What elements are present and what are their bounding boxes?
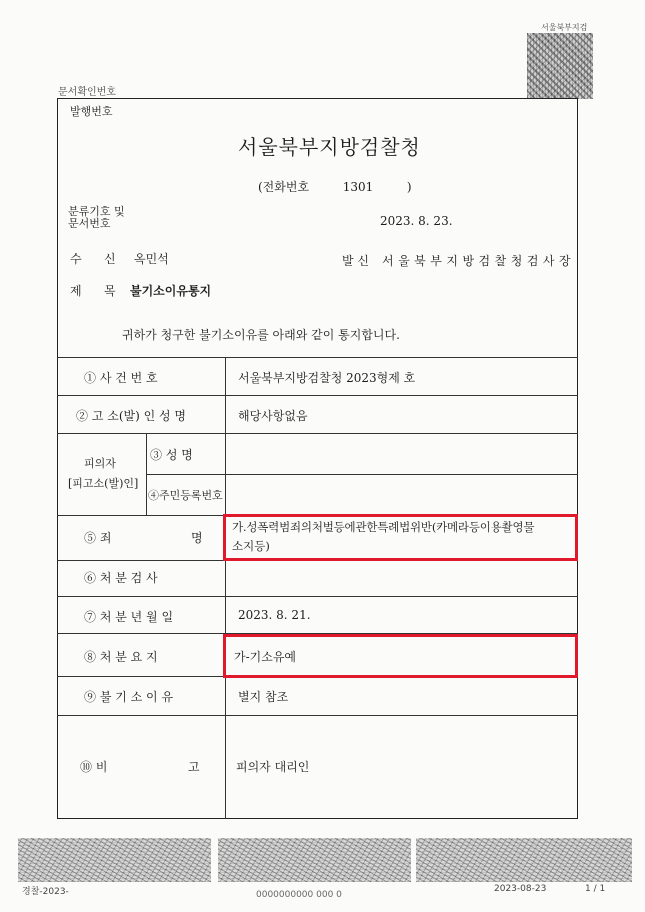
- table-top-rule: [57, 357, 578, 358]
- charge-highlight-box: [223, 514, 578, 561]
- charge-value-line2: 소지등): [232, 539, 270, 553]
- summary-highlight-box: [223, 634, 578, 678]
- reason-label: ⑨ 불 기 소 이 유: [84, 690, 174, 704]
- column-rule: [146, 433, 147, 515]
- phone-line: [258, 178, 412, 195]
- suspect-group-sublabel: [피고소(발)인]: [68, 477, 139, 490]
- case-number-value: 서울북부지방검찰청 2023형제 호: [238, 371, 416, 385]
- sender-label: 발 신: [342, 254, 369, 268]
- disposition-summary-value: 가-기소유예: [234, 650, 297, 664]
- phone-suffix: ): [406, 180, 412, 194]
- case-number-label: ① 사 건 번 호: [84, 371, 158, 385]
- complainant-label: ② 고 소(발) 인 성 명: [76, 409, 186, 423]
- barcode-center: [218, 838, 411, 882]
- disposition-date-value: 2023. 8. 21.: [238, 608, 311, 622]
- recipient-label-b: 신: [104, 252, 116, 266]
- remarks-label-b: 고: [188, 760, 200, 774]
- disposition-summary-label: ⑧ 처 분 요 지: [84, 650, 158, 664]
- footer-left-code: 경찰-2023-: [22, 887, 69, 897]
- charge-label-b: 명: [191, 531, 203, 545]
- recipient-label-a: 수: [70, 252, 82, 266]
- phone-number: 1301: [342, 180, 374, 194]
- column-rule: [225, 357, 226, 819]
- row-rule: [57, 433, 578, 434]
- charge-label-a: ⑤ 죄: [84, 531, 112, 545]
- document-date: 2023. 8. 23.: [380, 214, 453, 228]
- row-rule: [57, 715, 578, 716]
- qr-code: [527, 33, 593, 99]
- row-rule: [57, 596, 578, 597]
- sender-value: 서울북부지방검찰청검사장: [382, 254, 576, 268]
- remarks-label-a: ⑩ 비: [80, 760, 108, 774]
- intro-text: 귀하가 청구한 불기소이유를 아래와 같이 통지합니다.: [122, 328, 400, 342]
- document-frame: [57, 98, 578, 819]
- charge-value-line1: 가.성폭력범죄의처벌등에관한특례법위반(카메라등이용촬영물: [232, 520, 535, 534]
- prosecutor-label: ⑥ 처 분 검 사: [84, 571, 158, 585]
- confirm-number-label: 문서확인번호: [58, 87, 116, 98]
- footer-date: 2023-08-23: [494, 884, 547, 894]
- remarks-value: 피의자 대리인: [236, 760, 310, 774]
- subject-label-b: 목: [104, 284, 116, 298]
- suspect-group-label: 피의자: [84, 457, 116, 470]
- complainant-value: 해당사항없음: [238, 409, 308, 423]
- subject-value: 불기소이유통지: [130, 284, 212, 298]
- row-rule: [146, 474, 578, 475]
- recipient-name: 옥민석: [134, 252, 169, 266]
- office-title: 서울북부지방검찰청: [238, 135, 421, 159]
- suspect-rrn-label: ④주민등록번호: [148, 489, 223, 502]
- suspect-name-label: ③ 성 명: [150, 448, 193, 462]
- phone-prefix: (전화번호: [258, 180, 310, 194]
- barcode-left: [18, 838, 211, 882]
- row-rule: [57, 395, 578, 396]
- barcode-right: [416, 838, 632, 882]
- qr-label: 서울북부지검: [541, 23, 588, 32]
- subject-label-a: 제: [70, 284, 82, 298]
- reason-value: 별지 참조: [238, 690, 289, 704]
- footer-page: 1 / 1: [585, 884, 606, 894]
- classification-line1: 분류기호 및: [68, 205, 125, 218]
- classification-line2: 문서번호: [68, 217, 111, 230]
- issue-number-label: 발행번호: [70, 105, 113, 118]
- classification-label: [68, 206, 125, 230]
- footer-center-code: 0000000000 000 0: [256, 890, 342, 900]
- disposition-date-label: ⑦ 처 분 년 월 일: [84, 610, 174, 624]
